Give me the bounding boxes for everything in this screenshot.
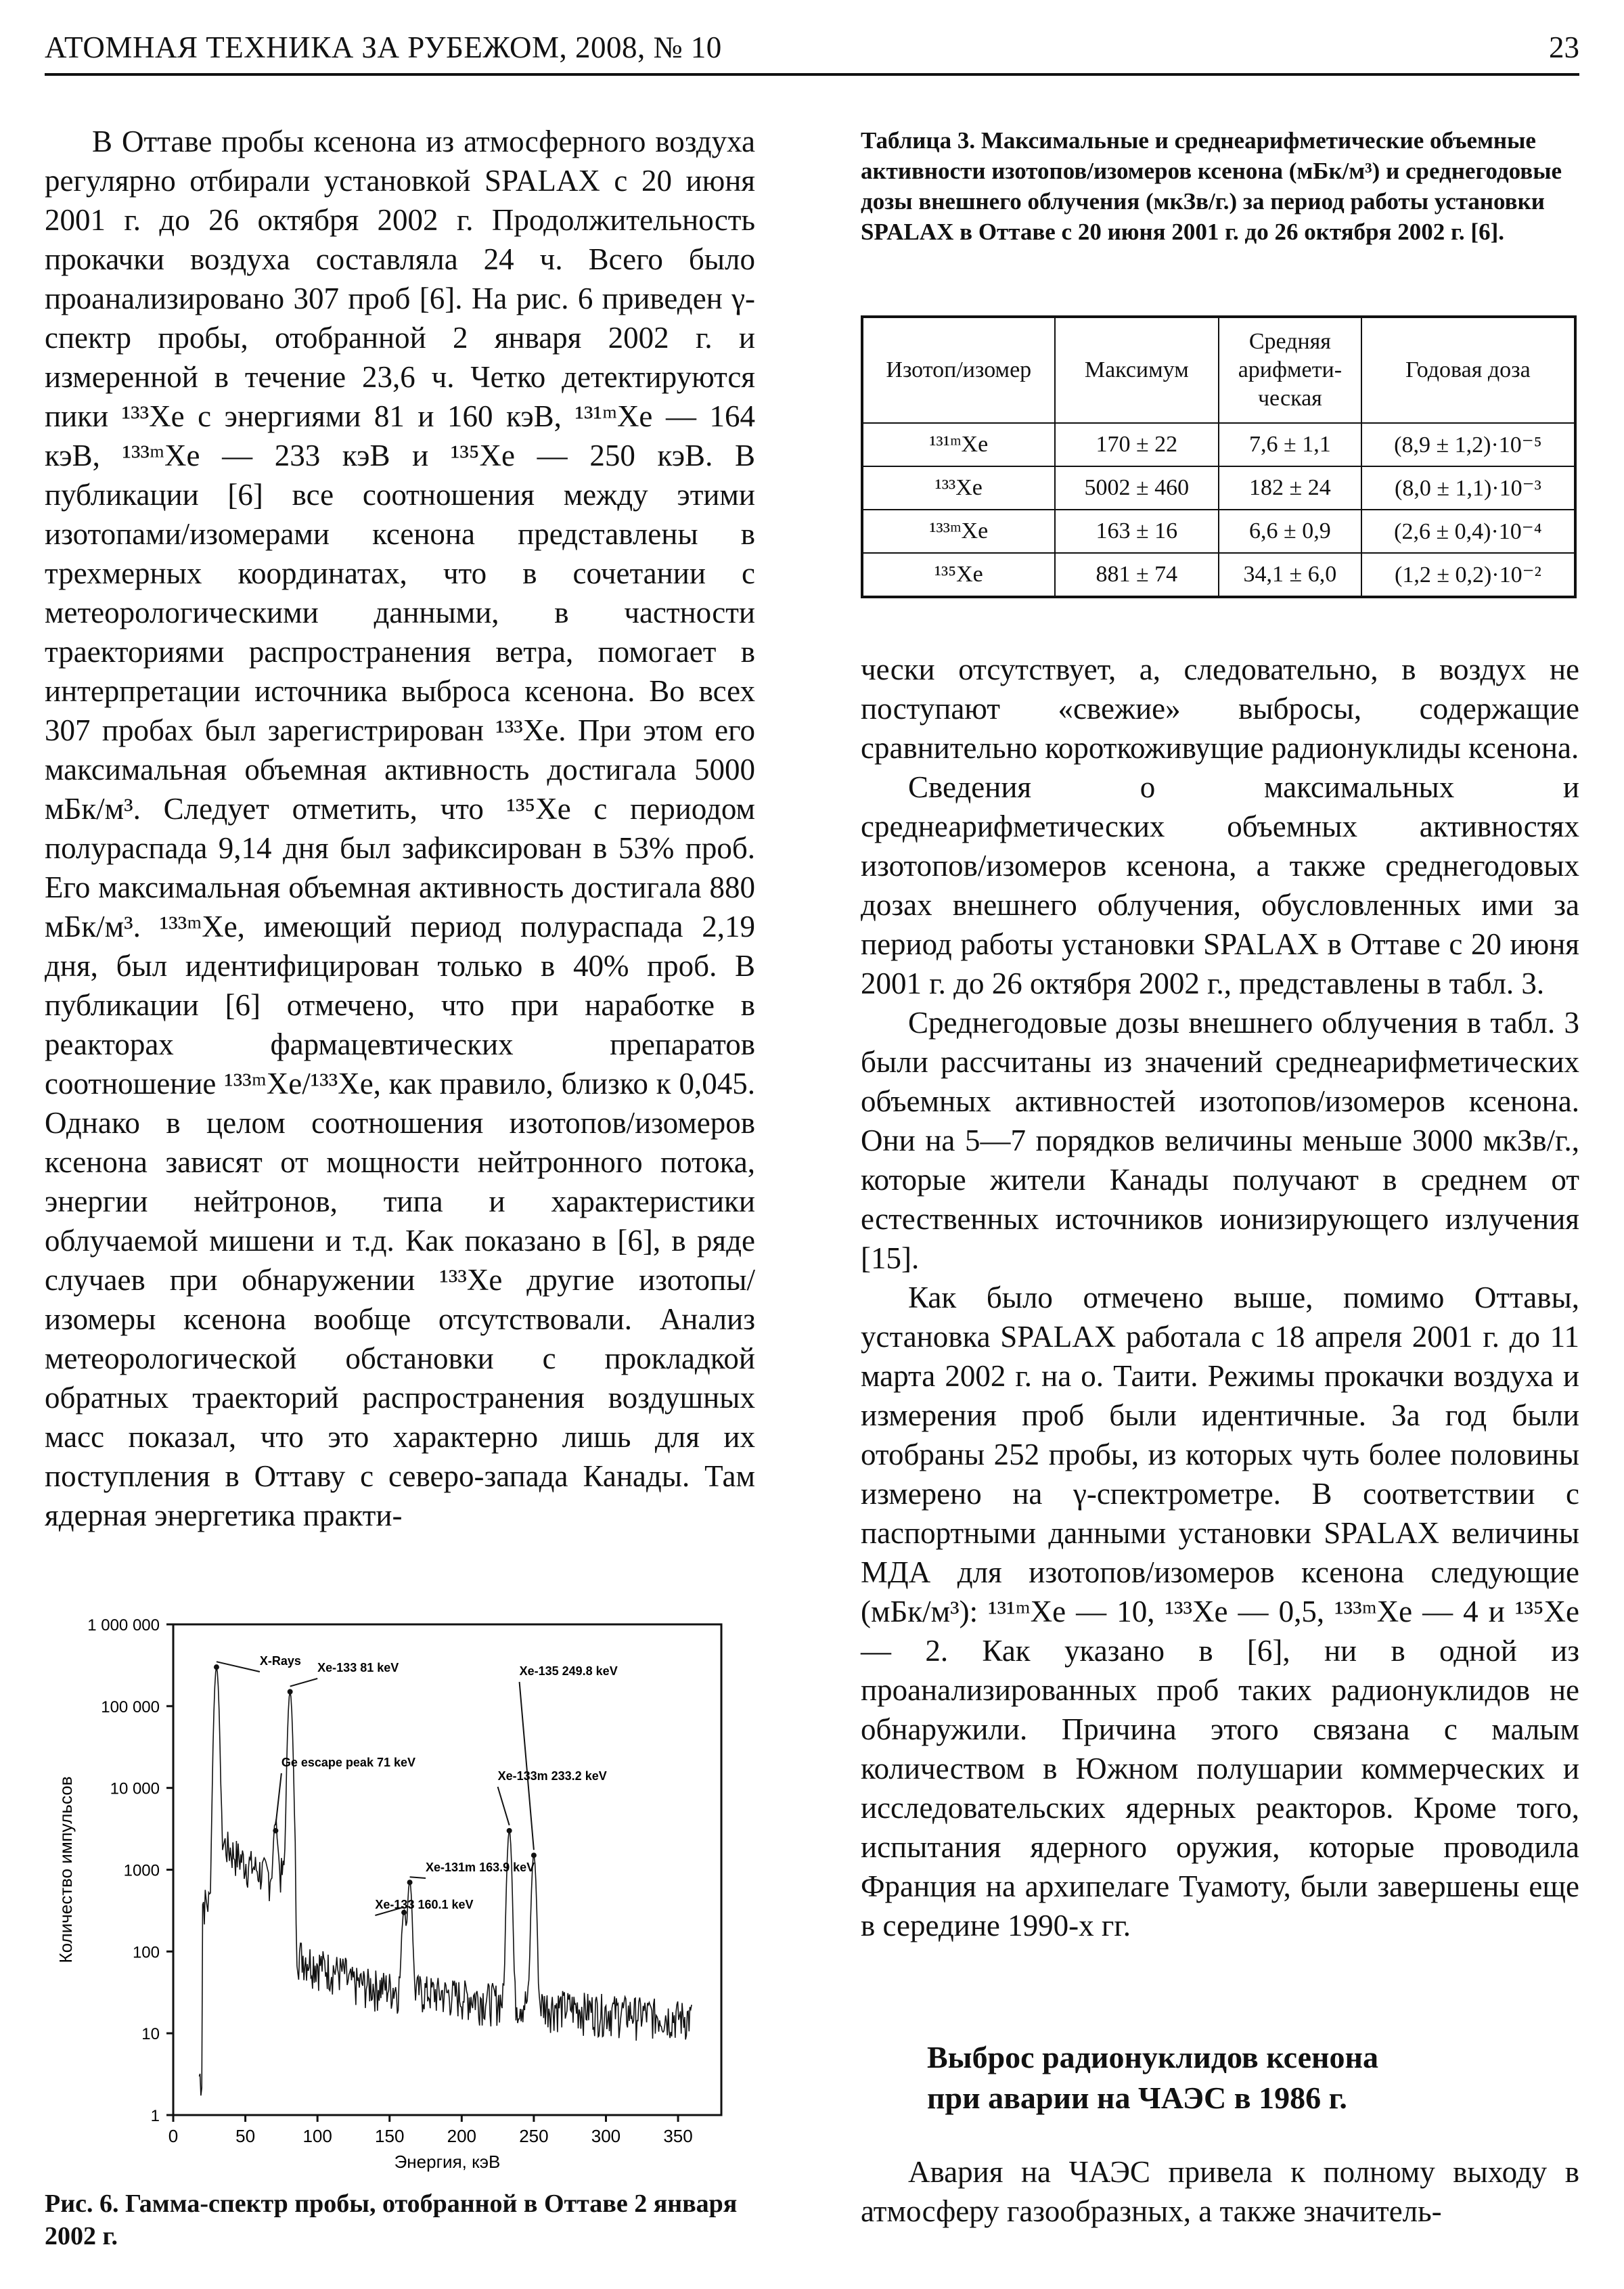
table-cell: ¹³⁵Xe (862, 553, 1055, 597)
peak-annotation: X-Rays (259, 1654, 301, 1668)
annotation-arrow (410, 1877, 426, 1878)
table-cell: ¹³³Xe (862, 466, 1055, 510)
peak-annotation: Xe-133 160.1 keV (375, 1898, 474, 1911)
left-column (45, 122, 755, 1535)
right-paragraph: Среднегодовые дозы внешнего облучения в табл. 3 были рассчитаны из значений среднеарифметических объемных активностей изотопов/изомеров ксенона. Они на 5—7 порядков величины меньше 3000 мкЗв/г., которые жители Канады получают в среднем от естественных источников ионизирующего излучения [15]. (861, 1006, 1579, 1275)
table-header: Годовая доза (1361, 317, 1575, 423)
table-header: Изотоп/изомер (862, 317, 1055, 423)
y-tick-label: 1 000 000 (87, 1616, 160, 1635)
page-number: 23 (1549, 30, 1579, 64)
table-header: Максимум (1055, 317, 1219, 423)
y-tick-label: 1 (150, 2107, 160, 2125)
annotation-arrow (498, 1787, 510, 1825)
section-heading (927, 2037, 1378, 2118)
table-header-row (862, 317, 1575, 423)
page-header (45, 26, 1579, 76)
x-tick-label: 300 (591, 2126, 621, 2146)
spectrum-line (199, 1667, 692, 2095)
x-tick-label: 250 (519, 2126, 549, 2146)
section-heading-line: при аварии на ЧАЭС в 1986 г. (927, 2081, 1347, 2115)
x-tick-label: 200 (447, 2126, 477, 2146)
table-row (862, 466, 1575, 510)
table-cell: 6,6 ± 0,9 (1219, 510, 1361, 553)
peak-marker (288, 1689, 293, 1695)
table-cell: (8,9 ± 1,2)·10⁻⁵ (1361, 423, 1575, 466)
peak-marker (407, 1880, 413, 1885)
y-tick-label: 1000 (123, 1861, 160, 1880)
table-cell: 34,1 ± 6,0 (1219, 553, 1361, 597)
table-row (862, 423, 1575, 466)
peak-annotation: Xe-133m 233.2 keV (497, 1769, 607, 1783)
table-header: Средняя арифмети- ческая (1219, 317, 1361, 423)
x-tick-label: 350 (663, 2126, 693, 2146)
table-cell: 5002 ± 460 (1055, 466, 1219, 510)
annotation-arrow (520, 1682, 534, 1850)
table-cell: 163 ± 16 (1055, 510, 1219, 553)
table-cell: (1,2 ± 0,2)·10⁻² (1361, 553, 1575, 597)
table-cell: (8,0 ± 1,1)·10⁻³ (1361, 466, 1575, 510)
peak-marker (273, 1828, 278, 1834)
x-tick-label: 0 (168, 2126, 179, 2146)
table-cell: 182 ± 24 (1219, 466, 1361, 510)
annotation-arrow (290, 1679, 318, 1687)
journal-title: АТОМНАЯ ТЕХНИКА ЗА РУБЕЖОМ, 2008, № 10 (45, 30, 722, 64)
after-paragraph: Авария на ЧАЭС привела к полному выходу в атмосферу газообразных, а также значитель- (861, 2155, 1579, 2228)
table-cell: 881 ± 74 (1055, 553, 1219, 597)
annotation-arrow (275, 1773, 281, 1825)
y-tick-label: 10 000 (110, 1779, 160, 1798)
peak-annotation: Xe-135 249.8 keV (519, 1664, 618, 1678)
right-column (861, 650, 1579, 1945)
y-axis-label: Количество импульсов (55, 1776, 76, 1963)
peak-marker (507, 1828, 512, 1834)
annotation-arrow (217, 1662, 260, 1672)
table-row (862, 553, 1575, 597)
table-cell: (2,6 ± 0,4)·10⁻⁴ (1361, 510, 1575, 553)
figure-caption: Рис. 6. Гамма-спектр пробы, отобранной в Оттаве 2 января 2002 г. (45, 2190, 738, 2250)
peak-annotation: Xe-131m 163.9 keV (426, 1861, 535, 1874)
gamma-spectrum-chart (45, 1611, 762, 2179)
right-paragraph: чески отсутствует, а, следовательно, в воздух не поступают «свежие» выбросы, содержащие сравнительно короткоживущие радионуклиды ксенона. (861, 652, 1579, 765)
table-cell: 7,6 ± 1,1 (1219, 423, 1361, 466)
x-tick-label: 100 (302, 2126, 332, 2146)
x-axis-label: Энергия, кэВ (394, 2152, 501, 2172)
y-tick-label: 100 000 (101, 1697, 160, 1716)
after-section-text (861, 2152, 1579, 2231)
section-heading-line: Выброс радионуклидов ксенона (927, 2040, 1378, 2074)
table-cell: 170 ± 22 (1055, 423, 1219, 466)
table-cell: ¹³¹ᵐXe (862, 423, 1055, 466)
isotope-table (861, 315, 1577, 598)
y-tick-label: 10 (141, 2025, 160, 2044)
peak-annotation: Ge escape peak 71 keV (281, 1756, 416, 1769)
y-tick-label: 100 (132, 1943, 160, 1962)
x-tick-label: 50 (235, 2126, 256, 2146)
table-cell: ¹³³ᵐXe (862, 510, 1055, 553)
peak-marker (531, 1852, 537, 1858)
x-tick-label: 150 (375, 2126, 405, 2146)
peak-annotation: Xe-133 81 keV (317, 1661, 399, 1674)
peak-marker (214, 1664, 219, 1670)
right-paragraph: Сведения о максимальных и среднеарифметических объемных активностях изотопов/изомеров ксенона, а также среднегодовых дозах внешнего облучения, обусловленных ими за период работы установки SPALAX в Оттаве с 20 июня 2001 г. до 26 октября 2002 г., представлены в табл. 3. (861, 770, 1579, 1000)
table-row (862, 510, 1575, 553)
left-paragraph: В Оттаве пробы ксенона из атмосферного воздуха регулярно отбирали установкой SPALAX с 20 июня 2001 г. до 26 октября 2002 г. Продолжительность прокачки воздуха составляла 24 ч. Всего было проанализировано 307 проб [6]. На рис. 6 приведен γ-спектр пробы, отобранной 2 января 2002 г. и измеренной в течение 23,6 ч. Четко детектируются пики ¹³³Xe с энергиями 81 и 160 кэВ, ¹³¹ᵐXe — 164 кэВ, ¹³³ᵐXe — 233 кэВ и ¹³⁵Xe — 250 кэВ. В публикации [6] все соотношения между этими изотопами/изомерами ксенона представлены в трехмерных координатах, что в сочетании с метеорологическими данными, в частности траекториями распространения ветра, помогает в интерпретации источника выброса ксенона. Во всех 307 пробах был зарегистрирован ¹³³Xe. При этом его максимальная объемная активность достигала 5000 мБк/м³. Следует отметить, что ¹³⁵Xe с периодом полураспада 9,14 дня был зафиксирован в 53% проб. Его максимальная объемная активность достигала 880 мБк/м³. ¹³³ᵐXe, имеющий период полураспада 2,19 дня, был идентифицирован только в 40% проб. В публикации [6] отмечено, что при наработке в реакторах фармацевтических препаратов соотношение ¹³³ᵐXe/¹³³Xe, как правило, близко к 0,045. Однако в целом соотношения изотопов/изомеров ксенона зависят от мощности нейтронного потока, энергии нейтронов, типа и характеристики облучаемой мишени и т.д. Как показано в [6], в ряде случаев при обнаружении ¹³³Xe другие изотопы/изомеры ксенона вообще отсутствовали. Анализ метеорологической обстановки с прокладкой обратных траекторий распространения воздушных масс показал, что это характерно лишь для их поступления в Оттаву с северо-запада Канады. Там ядерная энергетика практи- (45, 125, 755, 1532)
right-paragraph: Как было отмечено выше, помимо Оттавы, установка SPALAX работала с 18 апреля 2001 г. до 11 марта 2002 г. на о. Таити. Режимы прокачки воздуха и измерения проб были идентичные. За год были отобраны 252 пробы, из которых чуть более половины измерено на γ-спектрометре. В соответствии с паспортными данными установки SPALAX величины МДА для изотопов/изомеров ксенона следующие (мБк/м³): ¹³¹ᵐXe — 10, ¹³³Xe — 0,5, ¹³³ᵐXe — 4 и ¹³⁵Xe — 2. Как указано в [6], ни в одной из проанализированных проб таких радионуклидов не обнаружили. Причина этого связана с малым количеством в Южном полушарии коммерческих и исследовательских ядерных реакторов. Кроме того, испытания ядерного оружия, которые проводила Франция на архипелаге Туамоту, были завершены еще в середине 1990-х гг. (861, 1281, 1579, 1942)
table-caption: Таблица 3. Максимальные и среднеарифметические объемные активности изотопов/изомеров ксенона (мБк/м³) и среднегодовые дозы внешнего облучения (мкЗв/г.) за период работы установки SPALAX в Оттаве с 20 июня 2001 г. до 26 октября 2002 г. [6]. (861, 127, 1562, 245)
